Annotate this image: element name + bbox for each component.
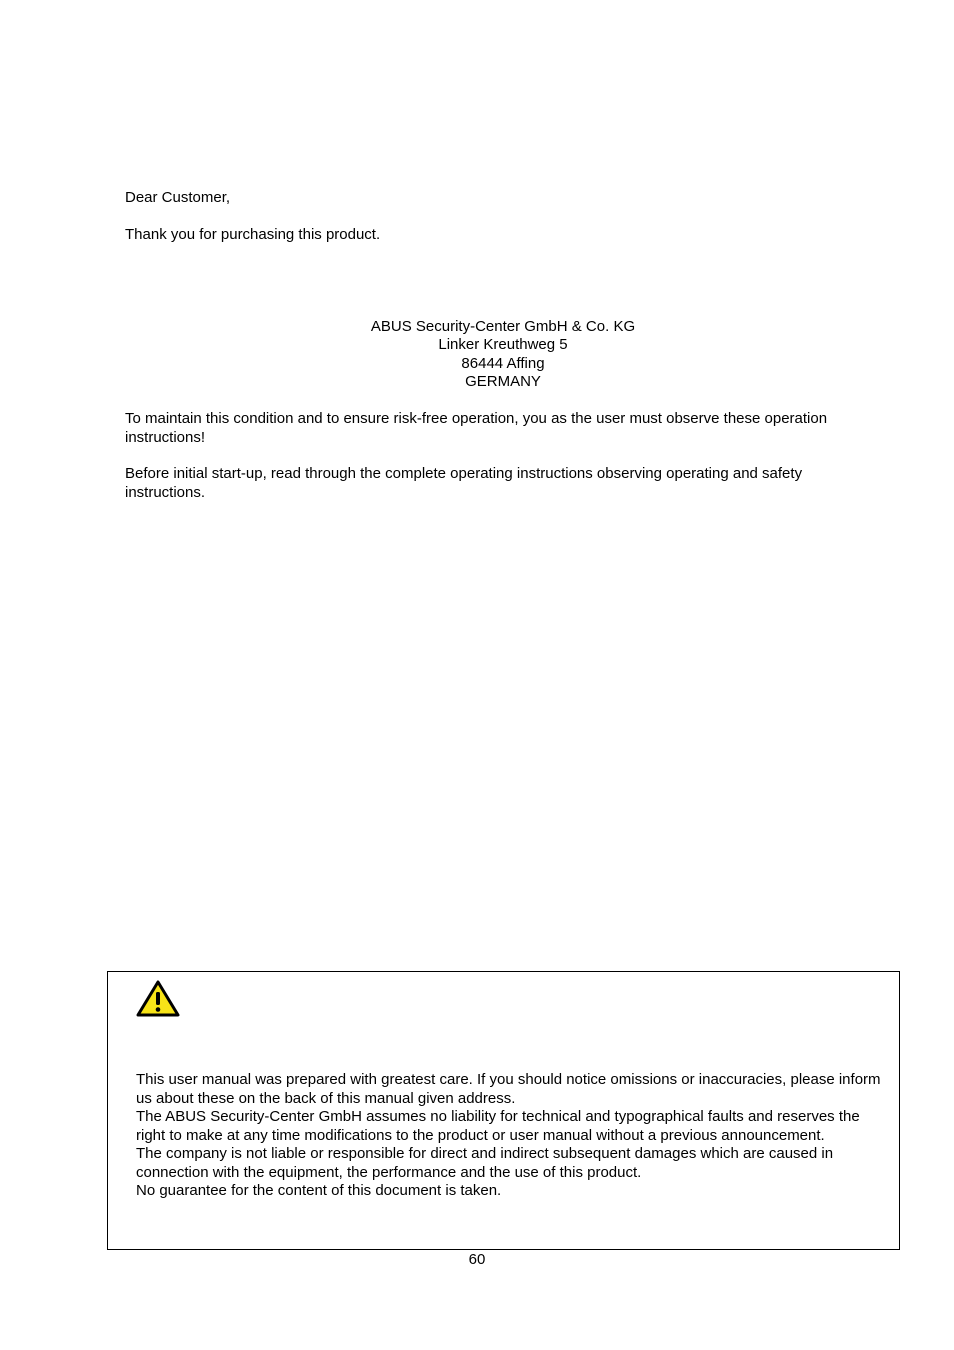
disclaimer-box: [107, 971, 900, 1250]
disclaimer-line: No guarantee for the content of this document is taken.: [136, 1182, 502, 1199]
disclaimer-line: This user manual was prepared with greatest care. If you should notice omissions or inaccuracies, please inform us about these on the back of this manual given address.: [136, 1071, 881, 1107]
company-address: [125, 318, 881, 391]
warning-triangle-icon: [136, 980, 180, 1018]
disclaimer-line: The company is not liable or responsible for direct and indirect subsequent damages which are caused in connection with the equipment, the performance and the use of this product.: [136, 1145, 834, 1181]
address-company: ABUS Security-Center GmbH & Co. KG: [370, 318, 636, 335]
address-city: 86444 Affing: [461, 354, 545, 372]
page-number: 60: [468, 1251, 486, 1268]
address-street: Linker Kreuthweg 5: [438, 336, 568, 354]
maintain-paragraph: To maintain this condition and to ensure risk-free operation, you as the user must observe these operation instructions!: [125, 410, 828, 446]
disclaimer-text: [136, 1071, 888, 1201]
address-country: GERMANY: [465, 372, 541, 390]
greeting: Dear Customer,: [125, 189, 231, 206]
thank-you-text: Thank you for purchasing this product.: [125, 226, 381, 243]
disclaimer-line: The ABUS Security-Center GmbH assumes no liability for technical and typographical faults and reserves the right to make at any time modifications to the product or user manual without a previous announcement.: [136, 1108, 860, 1144]
startup-paragraph: Before initial start-up, read through the complete operating instructions observing operating and safety instructions.: [125, 465, 803, 501]
